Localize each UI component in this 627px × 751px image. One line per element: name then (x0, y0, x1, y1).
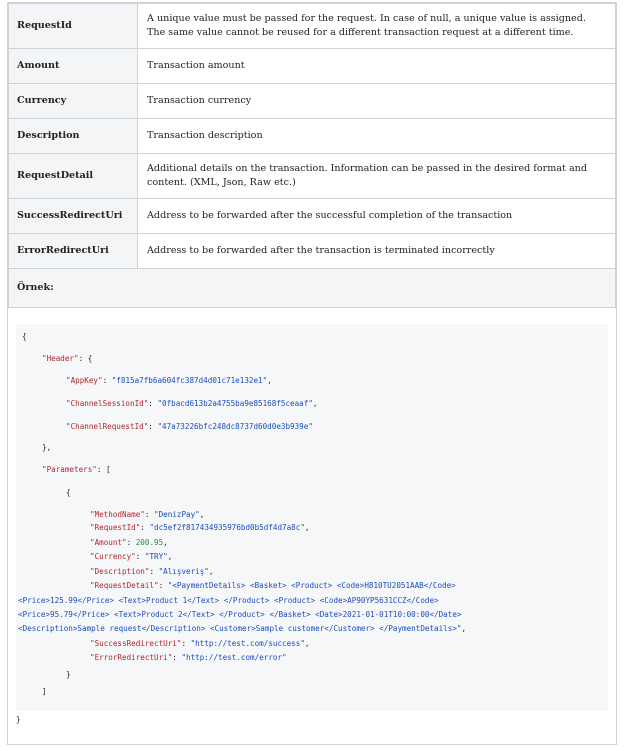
json-string: "f815a7fb6a604fc387d4d01c71e132e1" (111, 376, 268, 385)
code-line: "Description": "Alışveriş", (90, 567, 214, 576)
json-key: "Parameters" (42, 465, 97, 474)
code-line (42, 465, 111, 474)
param-description: A unique value must be passed for the request. In case of null, a unique value is assigned. The same value cannot be reused for a different transaction request at a different time. (138, 4, 616, 49)
param-description: Additional details on the transaction. Information can be passed in the desired format and content. (XML, Json, Raw etc.) (138, 154, 616, 199)
table-row (9, 119, 616, 154)
table-row (9, 4, 616, 49)
code-line: "ErrorRedirectUri": "http://test.com/error" (90, 653, 287, 662)
json-key: "Currency" (90, 552, 136, 561)
param-name: Description (9, 119, 138, 154)
param-name: SuccessRedirectUri (9, 199, 138, 234)
code-line: "ChannelSessionId": "0fbacd613b2a4755ba9e85168f5ceaaf", (66, 399, 318, 408)
table-row (9, 234, 616, 269)
json-string: "http://test.com/error" (181, 653, 287, 662)
json-key: "Amount" (90, 538, 127, 547)
param-name: RequestId (9, 4, 138, 49)
json-key: "ChannelRequestId" (66, 422, 149, 431)
json-string: "<PaymentDetails> <Basket> <Product> <Code>H810TU2051AAB</Code> (167, 581, 456, 590)
table-row (9, 154, 616, 199)
param-description: Transaction currency (138, 84, 616, 119)
param-description: Address to be forwarded after the transaction is terminated incorrectly (138, 234, 616, 269)
code-line: "AppKey": "f815a7fb6a604fc387d4d01c71e132e1", (66, 376, 272, 385)
code-line (16, 715, 21, 724)
json-key: "Description" (90, 567, 150, 576)
code-line (66, 670, 71, 679)
example-row (9, 269, 616, 308)
table-row (9, 199, 616, 234)
code-brace: { (22, 332, 27, 341)
json-string: <Description>Sample request</Description> <Customer>Sample customer</Customer> </PaymentDetails>" (18, 624, 462, 633)
code-brace: { (66, 488, 71, 497)
param-description: Transaction description (138, 119, 616, 154)
parameters-table (8, 3, 616, 308)
table-row (9, 84, 616, 119)
code-punct: : [ (96, 465, 111, 474)
code-punct: ] (42, 687, 47, 696)
code-line: "SuccessRedirectUri": "http://test.com/success", (90, 639, 310, 648)
json-string: "http://test.com/success" (190, 639, 305, 648)
json-string: <Price>125.99</Price> <Text>Product 1</Text> </Product> <Product> <Code>AP90YP5631CCZ</Code> (18, 596, 439, 605)
code-line: "Currency": "TRY", (90, 552, 173, 561)
code-example-block (16, 324, 608, 711)
json-key: "SuccessRedirectUri" (90, 639, 182, 648)
json-string: "TRY" (144, 552, 168, 561)
param-name: Amount (9, 49, 138, 84)
json-string: <Price>95.79</Price> <Text>Product 2</Text> </Product> </Basket> <Date>2021-01-01T10:00:00</Date> (18, 610, 462, 619)
code-brace: } (16, 715, 21, 724)
code-line: "MethodName": "DenizPay", (90, 510, 205, 519)
json-key: "RequestId" (90, 523, 141, 532)
param-description: Address to be forwarded after the successful completion of the transaction (138, 199, 616, 234)
api-parameters-panel (7, 2, 617, 745)
json-key: "MethodName" (90, 510, 145, 519)
code-line (42, 687, 47, 696)
param-description: Transaction amount (138, 49, 616, 84)
code-line (18, 610, 461, 619)
param-name: ErrorRedirectUri (9, 234, 138, 269)
example-label: Örnek: (9, 269, 616, 308)
json-string: "dc5ef2f817434935976bd0b5df4d7a8c" (149, 523, 305, 532)
param-name: Currency (9, 84, 138, 119)
json-string: "0fbacd613b2a4755ba9e85168f5ceaaf" (157, 399, 313, 408)
code-line: "RequestDetail": "<PaymentDetails> <Basket> <Product> <Code>H810TU2051AAB</Code> (90, 581, 456, 590)
code-line (18, 596, 439, 605)
json-number: 200.95 (135, 538, 164, 547)
json-string: "DenizPay" (154, 510, 200, 519)
code-line: "Amount": 200.95, (90, 538, 168, 547)
json-key: "Header" (42, 354, 79, 363)
code-line: <Description>Sample request</Description> <Customer>Sample customer</Customer> </PaymentDetails>", (18, 624, 467, 633)
json-key: "ErrorRedirectUri" (90, 653, 173, 662)
code-line (22, 332, 27, 341)
json-key: "ChannelSessionId" (66, 399, 149, 408)
code-line: "RequestId": "dc5ef2f817434935976bd0b5df4d7a8c", (90, 523, 310, 532)
code-line (66, 488, 71, 497)
code-line (42, 443, 51, 452)
code-punct: : { (78, 354, 93, 363)
json-key: "AppKey" (66, 376, 103, 385)
json-string: "Alışveriş" (158, 567, 209, 576)
json-key: "RequestDetail" (90, 581, 159, 590)
code-line: "ChannelRequestId": "47a73226bfc248dc8737d60d0e3b939e" (66, 422, 313, 431)
code-line (42, 354, 92, 363)
json-string: "47a73226bfc248dc8737d60d0e3b939e" (157, 422, 313, 431)
table-row (9, 49, 616, 84)
param-name: RequestDetail (9, 154, 138, 199)
code-brace: } (66, 670, 71, 679)
code-punct: }, (42, 443, 52, 452)
